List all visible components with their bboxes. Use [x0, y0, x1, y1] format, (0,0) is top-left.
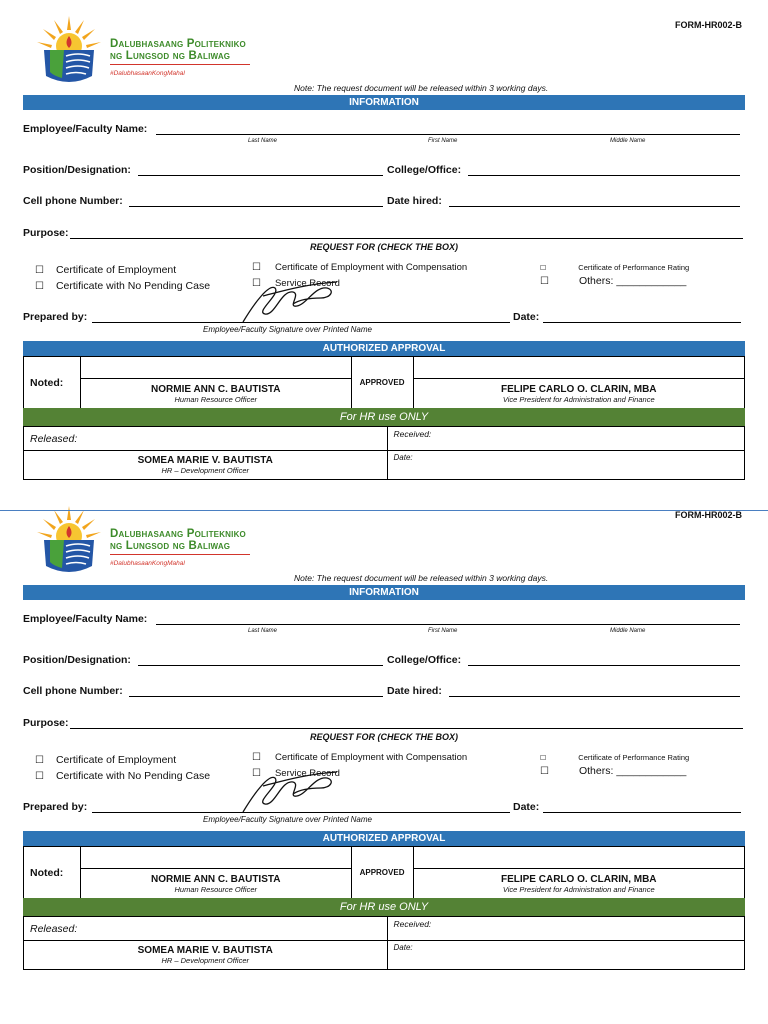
purpose-label: Purpose: [23, 717, 69, 729]
option-coe-compensation-label: Certificate of Employment with Compensation [274, 262, 468, 273]
hr-use-header: For HR use ONLY [23, 898, 745, 916]
first-name-caption: First Name [428, 628, 458, 634]
checkbox-icon[interactable]: ☐ [252, 768, 261, 779]
college-field[interactable] [468, 665, 740, 666]
college-logo-icon [34, 14, 104, 90]
name-field[interactable] [156, 134, 740, 135]
last-name-caption: Last Name [248, 628, 278, 634]
option-no-pending-label: Certificate with No Pending Case [55, 280, 211, 292]
checkbox-icon[interactable]: ☐ [35, 755, 44, 766]
noted-label: Noted: [24, 357, 81, 409]
hr-officer-cell [80, 379, 351, 409]
signature-icon [235, 272, 345, 328]
vp-cell [413, 869, 744, 899]
institution-tagline: #DalubhasaanKongMahal [110, 70, 185, 77]
purpose-label: Purpose: [23, 227, 69, 239]
position-field[interactable] [138, 175, 383, 176]
institution-line-2: ng Lungsod ng Baliwag [110, 540, 231, 552]
signature-caption: Employee/Faculty Signature over Printed Name [203, 325, 372, 334]
first-name-caption: First Name [428, 138, 458, 144]
approved-label: APPROVED [351, 357, 413, 409]
college-label: College/Office: [387, 654, 462, 666]
hr-officer-title: Human Resource Officer [174, 884, 258, 894]
date-hired-field[interactable] [449, 696, 740, 697]
vp-name: FELIPE CARLO O. CLARIN, MBA [500, 873, 657, 885]
dev-officer-title: HR – Development Officer [161, 466, 250, 475]
college-field[interactable] [468, 175, 740, 176]
purpose-field[interactable] [70, 728, 743, 729]
request-form-bottom [0, 490, 768, 980]
dev-officer-cell [24, 451, 388, 480]
date-hired-label: Date hired: [387, 685, 442, 697]
hr-officer-name: NORMIE ANN C. BAUTISTA [151, 383, 281, 395]
vp-signature-cell[interactable] [413, 847, 744, 869]
approved-label: APPROVED [351, 847, 413, 899]
option-others-label: Others: ____________ [578, 765, 687, 777]
released-label[interactable]: Released: [24, 427, 388, 451]
option-coe-compensation-label: Certificate of Employment with Compensation [274, 752, 468, 763]
dev-officer-cell [24, 941, 388, 970]
hr-officer-name: NORMIE ANN C. BAUTISTA [151, 873, 281, 885]
checkbox-icon[interactable]: ☐ [35, 281, 44, 292]
cellphone-field[interactable] [129, 696, 383, 697]
hr-officer-title: Human Resource Officer [174, 394, 258, 404]
name-field[interactable] [156, 624, 740, 625]
information-header: INFORMATION [23, 585, 745, 600]
checkbox-icon[interactable]: ☐ [540, 755, 547, 762]
date-field[interactable] [543, 812, 741, 813]
name-label: Employee/Faculty Name: [23, 613, 148, 625]
approval-table [23, 846, 745, 899]
form-divider [0, 510, 768, 511]
hr-use-table [23, 426, 745, 480]
institution-tagline: #DalubhasaanKongMahal [110, 560, 185, 567]
request-form-top [0, 0, 768, 490]
release-note: Note: The request document will be released within 3 working days. [294, 573, 549, 583]
option-coe[interactable] [35, 754, 176, 766]
date-field[interactable] [543, 322, 741, 323]
checkbox-icon[interactable]: ☐ [540, 265, 547, 272]
checkbox-icon[interactable]: ☐ [35, 771, 44, 782]
middle-name-caption: Middle Name [610, 138, 646, 144]
dev-officer-name: SOMEA MARIE V. BAUTISTA [137, 455, 273, 466]
checkbox-icon[interactable]: ☐ [540, 276, 549, 287]
checkbox-icon[interactable]: ☐ [252, 278, 261, 289]
option-performance[interactable] [540, 753, 689, 762]
dev-officer-title: HR – Development Officer [161, 956, 250, 965]
hr-use-header: For HR use ONLY [23, 408, 745, 426]
option-performance[interactable] [540, 263, 689, 272]
received-label[interactable]: Received: [387, 427, 745, 451]
institution-line-1: Dalubhasaang Politekniko [110, 528, 246, 540]
form-code: FORM-HR002-B [674, 510, 742, 520]
cellphone-label: Cell phone Number: [23, 685, 123, 697]
option-no-pending-label: Certificate with No Pending Case [55, 770, 211, 782]
received-label[interactable]: Received: [387, 917, 745, 941]
vp-cell [413, 379, 744, 409]
hr-date-label[interactable]: Date: [387, 451, 745, 480]
date-hired-field[interactable] [449, 206, 740, 207]
institution-name [110, 38, 250, 65]
cellphone-label: Cell phone Number: [23, 195, 123, 207]
prepared-by-label: Prepared by: [23, 801, 88, 813]
approval-table [23, 356, 745, 409]
date-label: Date: [513, 801, 540, 813]
hr-use-table [23, 916, 745, 970]
signature-caption: Employee/Faculty Signature over Printed Name [203, 815, 372, 824]
position-label: Position/Designation: [23, 654, 131, 666]
college-logo-icon [34, 504, 104, 580]
prepared-by-field[interactable] [92, 812, 510, 813]
hr-signature-cell[interactable] [80, 357, 351, 379]
request-for-heading: REQUEST FOR (CHECK THE BOX) [310, 732, 459, 742]
date-label: Date: [513, 311, 540, 323]
option-others[interactable] [540, 765, 686, 777]
name-label: Employee/Faculty Name: [23, 123, 148, 135]
option-coe-label: Certificate of Employment [55, 754, 177, 766]
option-performance-label: Certificate of Performance Rating [578, 263, 690, 272]
option-no-pending[interactable] [35, 770, 210, 782]
option-service-record-label: Service Record [274, 278, 340, 289]
date-hired-label: Date hired: [387, 195, 442, 207]
option-no-pending[interactable] [35, 280, 210, 292]
institution-line-1: Dalubhasaang Politekniko [110, 38, 246, 50]
checkbox-icon[interactable]: ☐ [252, 262, 261, 273]
institution-rule [110, 64, 250, 65]
position-field[interactable] [138, 665, 383, 666]
option-coe-label: Certificate of Employment [55, 264, 177, 276]
signature-icon [235, 762, 345, 818]
college-label: College/Office: [387, 164, 462, 176]
checkbox-icon[interactable]: ☐ [35, 265, 44, 276]
vp-title: Vice President for Administration and Finance [502, 394, 655, 404]
option-performance-label: Certificate of Performance Rating [578, 753, 690, 762]
position-label: Position/Designation: [23, 164, 131, 176]
middle-name-caption: Middle Name [610, 628, 646, 634]
institution-name [110, 528, 250, 555]
hr-date-label[interactable]: Date: [387, 941, 745, 970]
cellphone-field[interactable] [129, 206, 383, 207]
approval-header: AUTHORIZED APPROVAL [23, 341, 745, 356]
vp-name: FELIPE CARLO O. CLARIN, MBA [500, 383, 657, 395]
option-others-label: Others: ____________ [578, 275, 687, 287]
dev-officer-name: SOMEA MARIE V. BAUTISTA [137, 945, 273, 956]
purpose-field[interactable] [70, 238, 743, 239]
option-service-record-label: Service Record [274, 768, 340, 779]
noted-label: Noted: [24, 847, 81, 899]
hr-officer-cell [80, 869, 351, 899]
release-note: Note: The request document will be released within 3 working days. [294, 83, 549, 93]
vp-signature-cell[interactable] [413, 357, 744, 379]
institution-rule [110, 554, 250, 555]
approval-header: AUTHORIZED APPROVAL [23, 831, 745, 846]
hr-signature-cell[interactable] [80, 847, 351, 869]
prepared-by-label: Prepared by: [23, 311, 88, 323]
information-header: INFORMATION [23, 95, 745, 110]
option-coe[interactable] [35, 264, 176, 276]
form-code: FORM-HR002-B [674, 20, 742, 30]
checkbox-icon[interactable]: ☐ [540, 766, 549, 777]
last-name-caption: Last Name [248, 138, 278, 144]
checkbox-icon[interactable]: ☐ [252, 752, 261, 763]
institution-line-2: ng Lungsod ng Baliwag [110, 50, 231, 62]
option-others[interactable] [540, 275, 686, 287]
prepared-by-field[interactable] [92, 322, 510, 323]
released-label[interactable]: Released: [24, 917, 388, 941]
request-for-heading: REQUEST FOR (CHECK THE BOX) [310, 242, 459, 252]
vp-title: Vice President for Administration and Finance [502, 884, 655, 894]
